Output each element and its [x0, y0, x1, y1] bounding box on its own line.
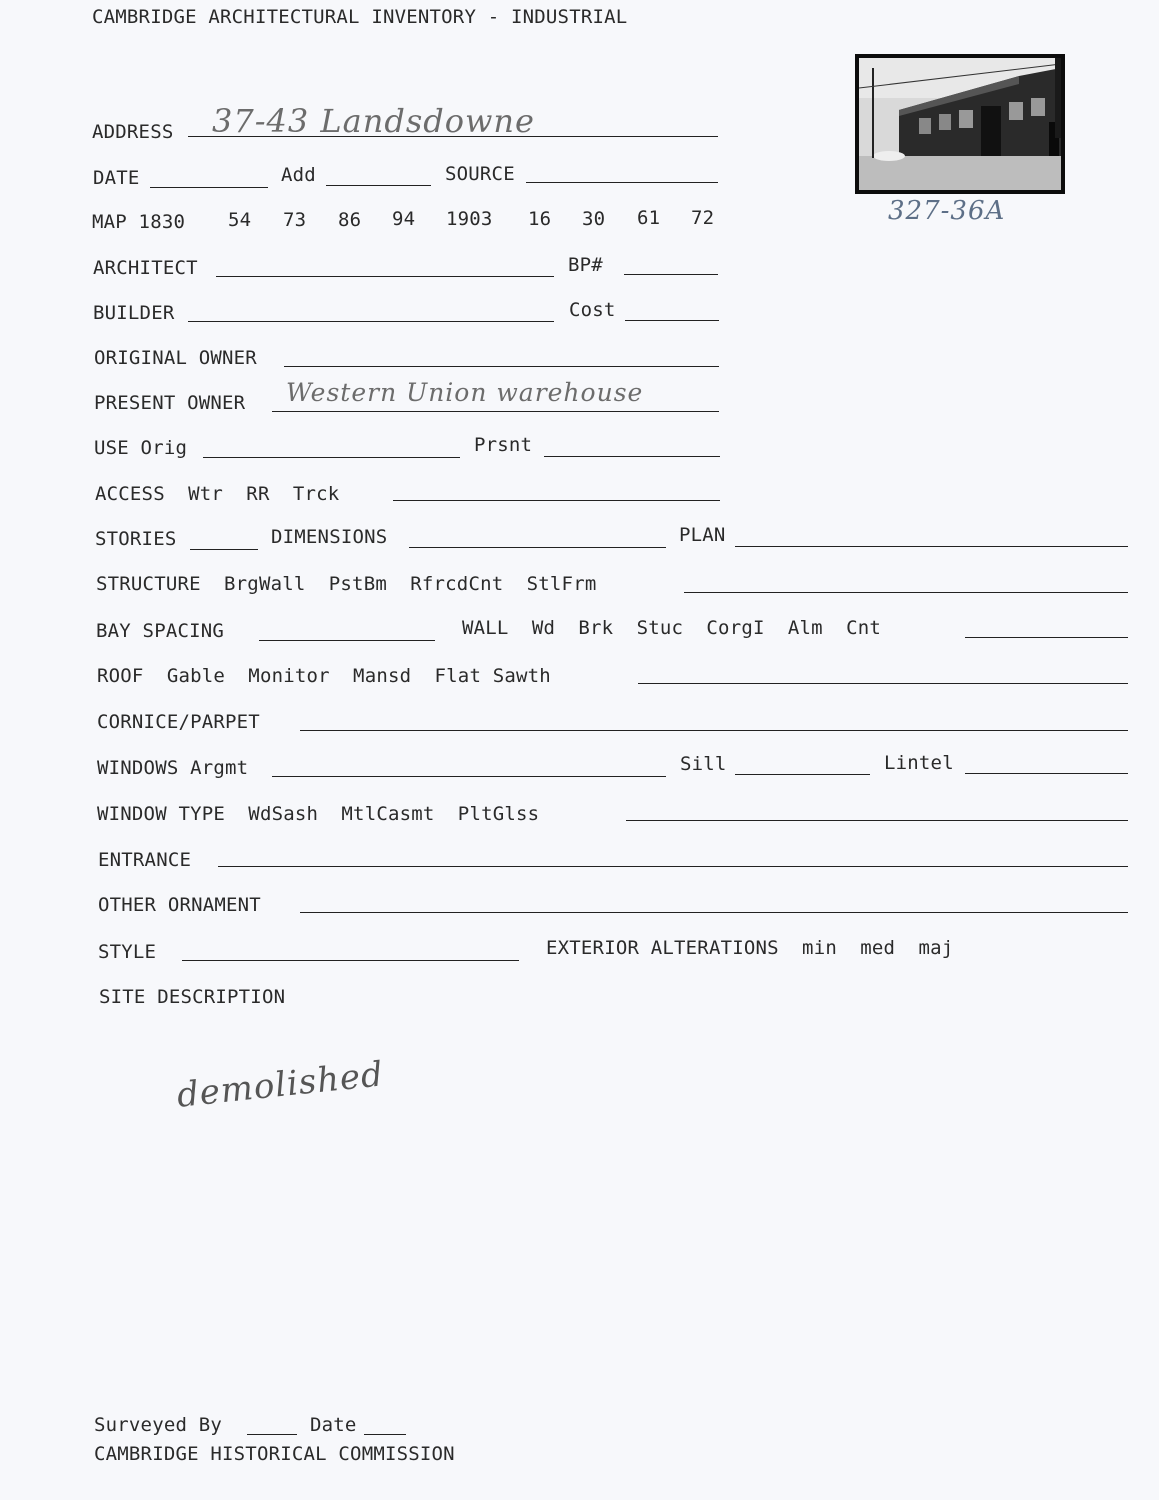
map-year: 16: [528, 208, 552, 230]
add-line[interactable]: [326, 185, 431, 186]
use-orig-line[interactable]: [203, 457, 460, 458]
map-year: 30: [582, 208, 606, 230]
original-owner-label: ORIGINAL OWNER: [94, 347, 257, 369]
site-description-label: SITE DESCRIPTION: [99, 986, 286, 1008]
present-owner-value: Western Union warehouse: [286, 378, 644, 407]
architect-label: ARCHITECT: [93, 257, 198, 279]
surveyed-by-line[interactable]: [247, 1434, 297, 1435]
entrance-label: ENTRANCE: [98, 849, 192, 871]
use-present-label: Prsnt: [474, 434, 533, 456]
map-year: 61: [637, 207, 661, 229]
original-owner-line[interactable]: [284, 366, 719, 367]
bay-spacing-line[interactable]: [259, 640, 435, 641]
date-label: DATE: [93, 167, 140, 189]
stories-line[interactable]: [190, 549, 258, 550]
access-label: ACCESS Wtr RR Trck: [95, 483, 340, 505]
survey-date-label: Date: [310, 1414, 357, 1436]
map-year: 54: [228, 209, 252, 231]
window-type-label: WINDOW TYPE WdSash MtlCasmt PltGlss: [97, 803, 540, 825]
map-year: 86: [338, 209, 362, 231]
map-year: 73: [283, 209, 307, 231]
architect-line[interactable]: [216, 276, 554, 277]
bp-label: BP#: [568, 254, 603, 276]
style-line[interactable]: [182, 960, 519, 961]
map-label: MAP 1830: [92, 211, 186, 233]
window-type-line[interactable]: [626, 820, 1128, 821]
roof-label: ROOF Gable Monitor Mansd Flat Sawth: [97, 665, 551, 687]
other-ornament-line[interactable]: [300, 912, 1128, 913]
cornice-label: CORNICE/PARPET: [97, 711, 260, 733]
source-line[interactable]: [526, 182, 718, 183]
commission-name: CAMBRIDGE HISTORICAL COMMISSION: [94, 1443, 455, 1465]
address-label: ADDRESS: [92, 121, 174, 143]
surveyed-by-label: Surveyed By: [94, 1414, 223, 1436]
use-present-line[interactable]: [544, 456, 720, 457]
structure-label: STRUCTURE BrgWall PstBm RfrcdCnt StlFrm: [96, 573, 597, 595]
dimensions-line[interactable]: [409, 547, 666, 548]
plan-label: PLAN: [679, 524, 726, 546]
lintel-label: Lintel: [884, 752, 954, 774]
survey-date-line[interactable]: [364, 1434, 406, 1435]
structure-line[interactable]: [684, 592, 1128, 593]
present-owner-label: PRESENT OWNER: [94, 392, 246, 414]
cost-line[interactable]: [625, 320, 719, 321]
building-photo: [855, 54, 1065, 194]
builder-label: BUILDER: [93, 302, 175, 324]
bp-line[interactable]: [624, 274, 718, 275]
warehouse-photo-image: [859, 58, 1061, 190]
photo-caption: 327-36A: [888, 196, 1006, 226]
form-title: CAMBRIDGE ARCHITECTURAL INVENTORY - INDUSTRIAL: [92, 6, 628, 28]
roof-line[interactable]: [638, 683, 1128, 684]
site-note: demolished: [175, 1054, 386, 1116]
cost-label: Cost: [569, 299, 616, 321]
entrance-line[interactable]: [218, 866, 1128, 867]
map-year: 94: [392, 208, 416, 230]
other-ornament-label: OTHER ORNAMENT: [98, 894, 261, 916]
windows-label: WINDOWS Argmt: [97, 757, 249, 779]
add-label: Add: [281, 164, 316, 186]
map-year: 1903: [446, 208, 493, 230]
wall-label: WALL Wd Brk Stuc CorgI Alm Cnt: [462, 617, 882, 639]
access-line[interactable]: [393, 500, 720, 501]
address-value: 37-43 Landsdowne: [212, 102, 535, 140]
stories-label: STORIES: [95, 528, 177, 550]
present-owner-line[interactable]: [272, 411, 719, 412]
style-label: STYLE: [98, 941, 157, 963]
windows-line[interactable]: [272, 776, 666, 777]
plan-line[interactable]: [735, 546, 1128, 547]
cornice-line[interactable]: [300, 730, 1128, 731]
sill-label: Sill: [680, 753, 727, 775]
exterior-alterations-label: EXTERIOR ALTERATIONS min med maj: [546, 937, 954, 959]
builder-line[interactable]: [188, 321, 554, 322]
date-line[interactable]: [150, 187, 268, 188]
wall-line[interactable]: [965, 637, 1128, 638]
map-year: 72: [691, 207, 715, 229]
lintel-line[interactable]: [965, 773, 1128, 774]
bay-spacing-label: BAY SPACING: [96, 620, 225, 642]
sill-line[interactable]: [735, 774, 870, 775]
use-orig-label: USE Orig: [94, 437, 188, 459]
source-label: SOURCE: [445, 163, 515, 185]
dimensions-label: DIMENSIONS: [271, 526, 388, 548]
